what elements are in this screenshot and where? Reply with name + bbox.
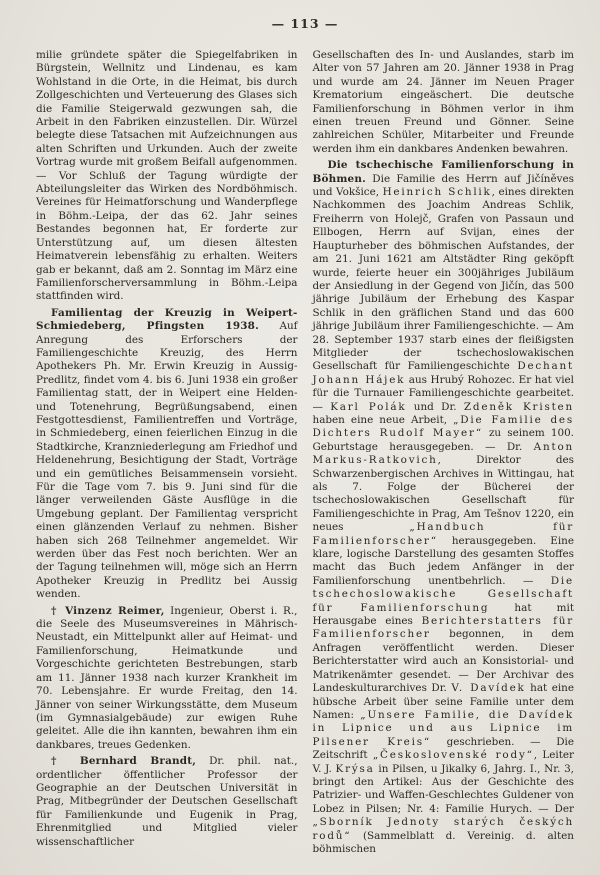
text-run: milie gründete später die Spiegelfabriken in Bürgstein, Wellnitz und Lindenau, es kam Wohlstand in die Orte, in die Heimat, bis durch Zollgeschichten und Verteuerung des Glases sich die Familie Steigerwald gezwungen sah, die Arbeit in den Fabriken einzustellen. Dir. Würzel belegte diese Tatsachen mit Aufzeichnungen aus alten Schriften und Urkunden. Auch der zweite Vortrag wurde mit großem Beifall aufgenommen. — Vor Schluß der Tagung würdigte der Abteilungsleiter das Wirken des Nordböhmisch. Vereines für Heimatforschung und Wanderpflege in Böhm.-Leipa, der das 62. Jahr seines Bestandes begonnen hat, Er forderte zur Unterstützung auf, um diesen ältesten Heimatverein lebensfähig zu erhalten. Weiters gab er bekannt, daß am 2. Sonntag im März eine Familienforscherversammlung in Böhm.-Leipa stattfinden wird. [36,49,298,303]
page-number: — 113 — [271,16,339,31]
letterspaced-name-run: Dechant Johann Hájek [312,360,574,386]
text-columns [36,49,574,856]
column-left [36,49,298,856]
text-run: , Leiter V. J. [312,749,574,775]
bold-heading-run: † Bernhard Brandt, [51,755,197,768]
text-run: in Pilsen, u Jikalky 6, Jahrg. I., Nr. 3, bringt den Artikel: Aus der Geschichte des Patrizier- und Waffen-Geschlechtes Guldener von Lobez in Pilsen; Nr. 4: Familie Hurych. — Der [312,762,574,815]
letterspaced-name-run: Anton Markus-Ratkovich [312,440,574,467]
text-run: Gesellschaften des In- und Auslandes, starb im Alter von 57 Jahren am 20. Jänner 1938 in Prag und wurde am 24. Jänner im Neuen Prager Krematorium eingeäschert. Die deutsche Familienforschung in Böhmen verlor in ihm einen treuen Freund und Gönner. Seine zahlreichen Schüler, Mitarbeiter und Freunde werden ihm ein dankbares Andenken bewahren. [312,49,574,155]
text-run: geschrieben. — Die Zeitschrift [312,735,574,762]
text-run: und Dr. [406,400,464,413]
letterspaced-name-run: „Die Familie des Dichters Rudolf Mayer“ [312,413,574,440]
letterspaced-name-run: „Unsere Familie, die Davídek in Lipnice und aus Lipnice im Pilsener Kreis“ [312,708,574,748]
text-run: , Direktor des Schwarzenbergischen Archives in Wittingau, hat als 7. Folge der Bücherei der tschechoslowakischen Gesellschaft für Familiengeschichte in Prag, Am Tešnov 1220, ein neues [312,454,574,534]
letterspaced-name-run: „Československé rody“ [372,749,534,762]
text-run: zu seinem 100. Geburtstage herausgegeben. — Dr. [312,427,574,453]
text-run: , eines direkten Nachkommen des Joachim Andreas Schlik, Freiherrn von Holejč, Grafen von Passaun und Ellbogen, Herrn auf Svijan, eines der Haupturheber des böhmischen Aufstandes, der am 21. Juni 1621 am Altstädter Ring geköpft wurde, feierte heuer ein 300jähriges Jubiläum der Ansiedlung in der Gegend von Jičín, das 500 jährige Jubiläum der Erhebung des Kaspar Schlik in den gräflichen Stand und das 600 jährige Jubiläum ihrer Familiengeschichte. — Am 28. September 1937 starb eines der fleißigsten Mitglieder der tschechoslowakischen Gesellschaft für Familiengeschichte [312,186,574,373]
text-run: aus Hrubý Rohozec. Er hat viel für die Turnauer Familiengeschichte gearbeitet. — [312,373,574,413]
letterspaced-name-run: „Sborník Jednoty starých českých rodů“ [312,816,574,842]
letterspaced-name-run: Zdeněk Kristen [463,400,574,413]
letterspaced-name-run: V. Davídek [451,682,526,695]
paragraph [36,605,298,752]
text-run: hat eine hübsche Arbeit über seine Familie unter dem Namen: [312,682,575,721]
paragraph [36,307,298,602]
bold-heading-run: Familientag der Kreuzig in Weipert-Schmiedeberg, Pfingsten 1938. [36,306,298,333]
letterspaced-name-run: Karl Polák [330,400,407,413]
letterspaced-name-run: „Handbuch für Familienforscher“ [312,521,574,547]
text-run: Die Familie des Herrn auf Jičíněves und Vokšice, [312,172,574,199]
bold-heading-run: Die tschechische Familienforschung in Böhmen. [312,159,574,185]
column-right [313,49,575,856]
letterspaced-name-run: Heinrich Schlik [382,186,492,199]
text-run: hat mit Herausgabe eines [312,601,574,628]
text-run: Dr. phil. nat., ordentlicher öffentlicher Professor der Geographie an der Deutschen Universität in Prag, Mitbegründer der Deutschen Gesellschaft für Familienkunde und Eugenik in Prag, Ehrenmitglied und Mitglied vieler wissenschaftlicher [36,755,298,848]
paragraph [36,755,298,849]
letterspaced-name-run: Berichterstatters für Familienforscher [312,615,574,641]
paragraph [36,49,298,304]
text-run: begonnen, in dem Anfragen veröffentlicht werden. Dieser Berichterstatter wird auch an Konsistorial- und Matrikenämter gesendet. — Der Archivar des Landeskulturarchives Dr. [312,628,574,695]
bold-heading-run: † Vinzenz Reimer, [51,604,165,617]
text-run: haben eine neue Arbeit, [312,413,454,426]
text-run: Ingenieur, Oberst i. R., die Seele des Museumsvereines in Mährisch-Neustadt, ein Mittelpunkt aller auf Heimat- und Familienforschung, Heimatkunde und Vorgeschichte gerichteten Bestrebungen, starb am 11. Jänner 1938 nach kurzer Krankheit im 70. Lebensjahre. Er wurde Freitag, den 14. Jänner von seiner Wirkungsstätte, dem Museum (im Gymnasialgebäude) zur ewigen Ruhe geleitet. Alle die ihn kannten, bewahren ihm ein dankbares, treues Gedenken. [36,604,298,751]
letterspaced-name-run: Die tschechoslowakische Gesellschaft für Familienforschung [312,574,574,614]
text-run: herausgegeben. Eine klare, logische Darstellung des gesamten Stoffes macht das Buch jedem Anfänger in der Familienforschung unentbehrlich. — [312,534,574,587]
text-run: (Sammelblatt d. Vereinig. d. alten böhmischen [312,829,574,855]
paragraph [313,159,575,856]
text-run: Auf Anregung des Erforschers der Familiengeschichte Kreuzig, des Herrn Apothekers Ph. Mr. Erwin Kreuzig in Aussig-Predlitz, findet vom 4. bis 6. Juni 1938 ein großer Familientag statt, der in Weipert eine Helden- und Totenehrung, Begrüßungsabend, einen Festgottesdienst, Familientreffen und Vorträge, in Schmiedeberg, einen feierlichen Einzug in die Stadtkirche, Kranzniederlegung am Friedhof und Heldenehrung, Besichtigung der Stadt, Vorträge und ein gemütliches Beisammensein vorsieht. Für die Tage vom 7. bis 9. Juni sind für die länger verweilenden Gäste Ausflüge in die Umgebung geplant. Der Familientag verspricht einen glänzenden Verlauf zu nehmen. Bisher haben sich 268 Teilnehmer angemeldet. Wir werden über das Fest noch berichten. Wer an der Tagung teilnehmen will, möge sich an Herrn Apotheker Kreuzig in Predlitz bei Aussig wenden. [36,320,298,601]
letterspaced-name-run: Krýsa [335,762,375,775]
paragraph [313,49,575,156]
